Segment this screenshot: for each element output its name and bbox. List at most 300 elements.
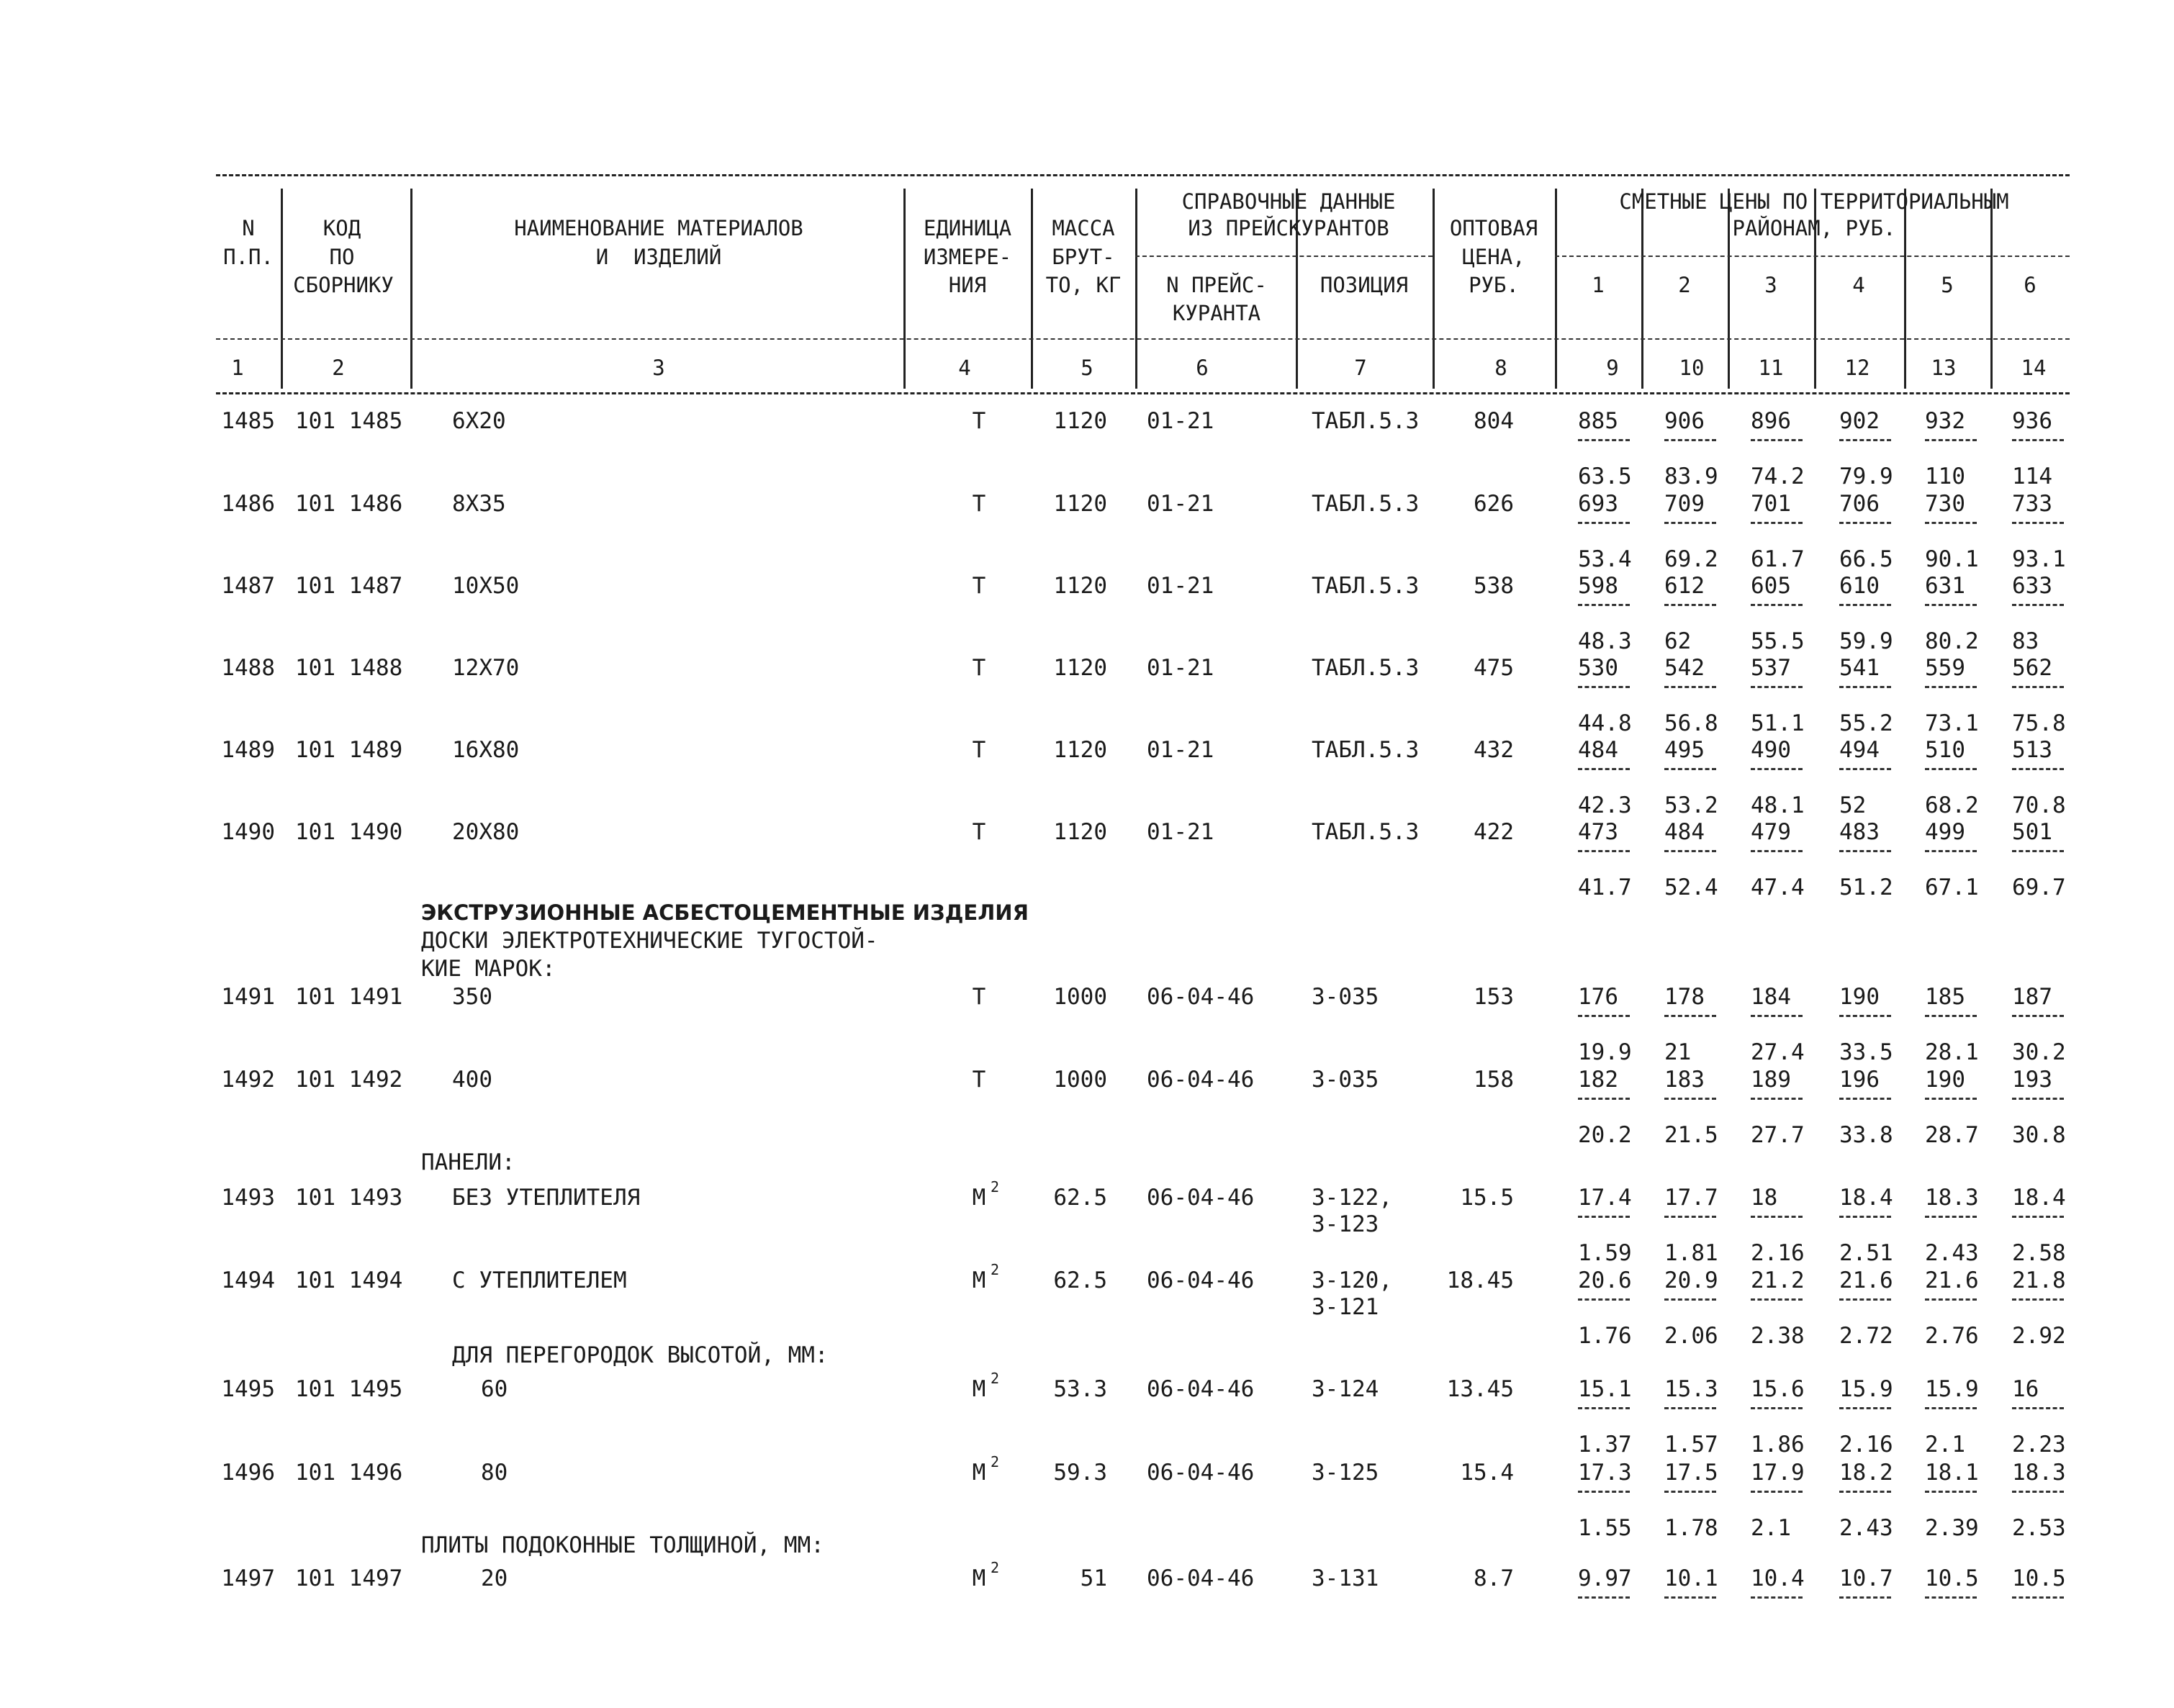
row-mass: 1000: [1053, 984, 1107, 1010]
fraction-rule: [1578, 850, 1630, 852]
row-unit: Т: [972, 573, 986, 599]
fraction-rule: [1664, 1407, 1716, 1409]
fraction-rule: [2012, 1015, 2064, 1017]
row-number: 1493: [221, 1185, 275, 1211]
row-number: 1496: [221, 1460, 275, 1486]
column-number: 1: [231, 356, 244, 380]
row-estimate-price: 18: [1751, 1185, 1778, 1211]
row-price-list-number: 06-04-46: [1147, 984, 1255, 1010]
fraction-rule: [2012, 768, 2064, 770]
row-estimate-transport: 21: [1664, 1039, 1692, 1065]
column-header-mass: ТО, КГ: [1045, 273, 1122, 297]
row-price-list-number: 01-21: [1147, 573, 1214, 599]
row-price-list-number: 01-21: [1147, 408, 1214, 434]
row-estimate-transport: 52.4: [1664, 875, 1718, 900]
row-estimate-price: 15.1: [1578, 1376, 1632, 1402]
fraction-rule: [1839, 522, 1891, 524]
row-estimate-transport: 47.4: [1751, 875, 1805, 900]
column-header-num: П.П.: [223, 245, 274, 269]
row-estimate-transport: 2.43: [1925, 1240, 1979, 1266]
row-name: 10Х50: [452, 573, 520, 599]
fraction-rule: [1578, 686, 1630, 688]
row-name: 8Х35: [452, 491, 506, 517]
fraction-rule: [1925, 1098, 1977, 1100]
row-estimate-transport: 69.2: [1664, 546, 1718, 572]
row-estimate-transport: 73.1: [1925, 710, 1979, 736]
row-estimate-price: 15.6: [1751, 1376, 1805, 1402]
fraction-rule: [1664, 686, 1716, 688]
row-number: 1492: [221, 1067, 275, 1093]
row-estimate-price: 182: [1578, 1067, 1618, 1093]
row-estimate-transport: 79.9: [1839, 464, 1893, 489]
row-estimate-transport: 63.5: [1578, 464, 1632, 489]
row-unit: М: [972, 1268, 986, 1293]
column-header-mass: БРУТ-: [1052, 245, 1115, 269]
column-header-position: ПОЗИЦИЯ: [1320, 273, 1409, 297]
row-estimate-transport: 1.86: [1751, 1432, 1805, 1458]
column-number: 9: [1606, 356, 1619, 380]
column-header-wholesale-price: ЦЕНА,: [1462, 245, 1525, 269]
fraction-rule: [2012, 1298, 2064, 1301]
column-number: 3: [652, 356, 665, 380]
row-code: 101 1493: [295, 1185, 403, 1211]
header-divider-rule: [216, 338, 2070, 340]
row-estimate-price: 706: [1839, 491, 1880, 517]
row-estimate-transport: 93.1: [2012, 546, 2066, 572]
fraction-rule: [1839, 686, 1891, 688]
column-number: 2: [332, 356, 345, 380]
row-estimate-price: 495: [1664, 737, 1705, 763]
column-header-unit: ЕДИНИЦА: [923, 216, 1012, 240]
column-number: 8: [1494, 356, 1507, 380]
fraction-rule: [1578, 1015, 1630, 1017]
row-unit: Т: [972, 655, 986, 681]
row-estimate-price: 932: [1925, 408, 1965, 434]
column-number: 13: [1931, 356, 1957, 380]
row-wholesale-price: 538: [1474, 573, 1514, 599]
row-position: 3-125: [1312, 1460, 1379, 1486]
row-unit-superscript: 2: [991, 1178, 1000, 1196]
row-position: 3-124: [1312, 1376, 1379, 1402]
header-bottom-rule: [216, 392, 2070, 394]
fraction-rule: [1925, 1407, 1977, 1409]
row-estimate-transport: 2.16: [1751, 1240, 1805, 1266]
row-unit: Т: [972, 737, 986, 763]
row-estimate-price: 693: [1578, 491, 1618, 517]
row-estimate-transport: 74.2: [1751, 464, 1805, 489]
row-estimate-price: 510: [1925, 737, 1965, 763]
row-mass: 62.5: [1053, 1185, 1107, 1211]
row-code: 101 1492: [295, 1067, 403, 1093]
section-title: ЭКСТРУЗИОННЫЕ АСБЕСТОЦЕМЕНТНЫЕ ИЗДЕЛИЯ: [421, 900, 1029, 925]
fraction-rule: [1839, 1596, 1891, 1599]
row-estimate-transport: 66.5: [1839, 546, 1893, 572]
fraction-rule: [1925, 604, 1977, 606]
row-name: 350: [452, 984, 492, 1010]
row-estimate-price: 10.4: [1751, 1565, 1805, 1591]
row-position: 3-121: [1312, 1294, 1379, 1320]
row-estimate-price: 9.97: [1578, 1565, 1632, 1591]
row-mass: 51: [1080, 1565, 1107, 1591]
row-estimate-transport: 2.53: [2012, 1515, 2066, 1541]
fraction-rule: [1578, 522, 1630, 524]
fraction-rule: [1751, 850, 1803, 852]
row-position: 3-122,: [1312, 1185, 1392, 1211]
row-mass: 53.3: [1053, 1376, 1107, 1402]
row-number: 1488: [221, 655, 275, 681]
row-name: 6Х20: [452, 408, 506, 434]
row-estimate-transport: 75.8: [2012, 710, 2066, 736]
section-caption: ДЛЯ ПЕРЕГОРОДОК ВЫСОТОЙ, ММ:: [452, 1342, 829, 1368]
row-estimate-transport: 59.9: [1839, 628, 1893, 654]
fraction-rule: [1664, 1491, 1716, 1493]
row-unit: М: [972, 1460, 986, 1486]
fraction-rule: [1664, 1015, 1716, 1017]
row-price-list-number: 01-21: [1147, 737, 1214, 763]
fraction-rule: [1925, 768, 1977, 770]
fraction-rule: [2012, 686, 2064, 688]
fraction-rule: [1664, 850, 1716, 852]
fraction-rule: [1578, 604, 1630, 606]
row-estimate-price: 18.4: [1839, 1185, 1893, 1211]
row-estimate-price: 936: [2012, 408, 2052, 434]
row-price-list-number: 06-04-46: [1147, 1185, 1255, 1211]
row-estimate-transport: 2.76: [1925, 1323, 1979, 1349]
row-estimate-transport: 2.51: [1839, 1240, 1893, 1266]
section-caption: КИЕ МАРОК:: [421, 956, 556, 982]
row-mass: 1000: [1053, 1067, 1107, 1093]
row-estimate-price: 190: [1925, 1067, 1965, 1093]
fraction-rule: [1578, 1098, 1630, 1100]
row-number: 1497: [221, 1565, 275, 1591]
fraction-rule: [1925, 439, 1977, 441]
row-estimate-price: 733: [2012, 491, 2052, 517]
row-estimate-transport: 41.7: [1578, 875, 1632, 900]
fraction-rule: [1578, 1407, 1630, 1409]
fraction-rule: [1578, 1596, 1630, 1599]
row-unit: Т: [972, 408, 986, 434]
row-code: 101 1494: [295, 1268, 403, 1293]
row-name: БЕЗ УТЕПЛИТЕЛЯ: [452, 1185, 641, 1211]
header-top-rule: [216, 174, 2070, 176]
row-estimate-price: 21.8: [2012, 1268, 2066, 1293]
row-estimate-transport: 80.2: [1925, 628, 1979, 654]
row-mass: 1120: [1053, 491, 1107, 517]
row-code: 101 1489: [295, 737, 403, 763]
fraction-rule: [1925, 1216, 1977, 1218]
column-number: 12: [1844, 356, 1870, 380]
row-estimate-price: 187: [2012, 984, 2052, 1010]
row-estimate-transport: 44.8: [1578, 710, 1632, 736]
fraction-rule: [1578, 768, 1630, 770]
row-estimate-price: 196: [1839, 1067, 1880, 1093]
row-estimate-price: 612: [1664, 573, 1705, 599]
row-position: 3-035: [1312, 984, 1379, 1010]
row-estimate-price: 10.5: [1925, 1565, 1979, 1591]
fraction-rule: [1925, 1015, 1977, 1017]
row-estimate-transport: 48.1: [1751, 792, 1805, 818]
fraction-rule: [1664, 768, 1716, 770]
row-estimate-price: 16: [2012, 1376, 2039, 1402]
row-position: ТАБЛ.5.3: [1312, 573, 1420, 599]
row-estimate-price: 542: [1664, 655, 1705, 681]
column-header-name: И ИЗДЕЛИЙ: [595, 245, 722, 269]
row-estimate-transport: 30.8: [2012, 1122, 2066, 1148]
row-position: ТАБЛ.5.3: [1312, 819, 1420, 845]
fraction-rule: [1925, 1491, 1977, 1493]
row-number: 1489: [221, 737, 275, 763]
row-estimate-price: 189: [1751, 1067, 1791, 1093]
fraction-rule: [1751, 1491, 1803, 1493]
row-estimate-transport: 55.2: [1839, 710, 1893, 736]
row-price-list-number: 06-04-46: [1147, 1376, 1255, 1402]
row-name: 80: [481, 1460, 508, 1486]
row-estimate-price: 17.4: [1578, 1185, 1632, 1211]
fraction-rule: [1578, 1216, 1630, 1218]
row-estimate-transport: 51.2: [1839, 875, 1893, 900]
column-header-unit: НИЯ: [948, 273, 987, 297]
fraction-rule: [1839, 1298, 1891, 1301]
row-estimate-transport: 56.8: [1664, 710, 1718, 736]
row-estimate-transport: 90.1: [1925, 546, 1979, 572]
section-caption: ДОСКИ ЭЛЕКТРОТЕХНИЧЕСКИЕ ТУГОСТОЙ-: [421, 928, 878, 954]
row-estimate-transport: 55.5: [1751, 628, 1805, 654]
fraction-rule: [1839, 768, 1891, 770]
fraction-rule: [2012, 439, 2064, 441]
row-unit: Т: [972, 819, 986, 845]
row-estimate-price: 18.4: [2012, 1185, 2066, 1211]
row-estimate-price: 537: [1751, 655, 1791, 681]
row-estimate-price: 598: [1578, 573, 1618, 599]
row-estimate-price: 18.3: [1925, 1185, 1979, 1211]
fraction-rule: [1751, 604, 1803, 606]
row-estimate-transport: 27.7: [1751, 1122, 1805, 1148]
row-estimate-price: 20.6: [1578, 1268, 1632, 1293]
row-unit: М: [972, 1185, 986, 1211]
fraction-rule: [1839, 604, 1891, 606]
fraction-rule: [1925, 686, 1977, 688]
row-price-list-number: 01-21: [1147, 655, 1214, 681]
column-header-mass: МАССА: [1052, 216, 1115, 240]
row-estimate-price: 185: [1925, 984, 1965, 1010]
column-number: 4: [958, 356, 971, 380]
row-estimate-transport: 83.9: [1664, 464, 1718, 489]
row-estimate-transport: 2.06: [1664, 1323, 1718, 1349]
row-estimate-transport: 69.7: [2012, 875, 2066, 900]
row-estimate-price: 902: [1839, 408, 1880, 434]
fraction-rule: [1664, 1298, 1716, 1301]
row-wholesale-price: 626: [1474, 491, 1514, 517]
fraction-rule: [1925, 522, 1977, 524]
row-mass: 1120: [1053, 655, 1107, 681]
row-estimate-transport: 2.38: [1751, 1323, 1805, 1349]
section-caption: ПЛИТЫ ПОДОКОННЫЕ ТОЛЩИНОЙ, ММ:: [421, 1532, 824, 1558]
fraction-rule: [1751, 1098, 1803, 1100]
row-price-list-number: 06-04-46: [1147, 1565, 1255, 1591]
row-estimate-price: 709: [1664, 491, 1705, 517]
fraction-rule: [1925, 850, 1977, 852]
fraction-rule: [1751, 1298, 1803, 1301]
row-estimate-price: 610: [1839, 573, 1880, 599]
row-code: 101 1488: [295, 655, 403, 681]
row-position: 3-035: [1312, 1067, 1379, 1093]
row-estimate-price: 633: [2012, 573, 2052, 599]
column-number: 6: [1196, 356, 1209, 380]
column-header-reference: СПРАВОЧНЫЕ ДАННЫЕ: [1181, 189, 1396, 214]
row-estimate-price: 906: [1664, 408, 1705, 434]
row-estimate-price: 484: [1578, 737, 1618, 763]
row-unit: М: [972, 1565, 986, 1591]
row-estimate-transport: 70.8: [2012, 792, 2066, 818]
row-estimate-price: 490: [1751, 737, 1791, 763]
fraction-rule: [1664, 1596, 1716, 1599]
row-code: 101 1497: [295, 1565, 403, 1591]
fraction-rule: [1751, 1407, 1803, 1409]
row-estimate-transport: 33.5: [1839, 1039, 1893, 1065]
fraction-rule: [1664, 522, 1716, 524]
row-estimate-price: 530: [1578, 655, 1618, 681]
row-estimate-price: 10.1: [1664, 1565, 1718, 1591]
column-number: 10: [1679, 356, 1705, 380]
row-estimate-price: 513: [2012, 737, 2052, 763]
fraction-rule: [2012, 1491, 2064, 1493]
row-estimate-price: 18.2: [1839, 1460, 1893, 1486]
row-estimate-transport: 2.1: [1751, 1515, 1791, 1541]
fraction-rule: [1751, 768, 1803, 770]
row-estimate-transport: 1.55: [1578, 1515, 1632, 1541]
row-price-list-number: 01-21: [1147, 819, 1214, 845]
row-estimate-price: 896: [1751, 408, 1791, 434]
row-estimate-transport: 30.2: [2012, 1039, 2066, 1065]
fraction-rule: [1751, 439, 1803, 441]
fraction-rule: [1925, 1596, 1977, 1599]
row-number: 1485: [221, 408, 275, 434]
row-estimate-price: 18.1: [1925, 1460, 1979, 1486]
row-unit-superscript: 2: [991, 1559, 1000, 1576]
column-header-price-list-number: N ПРЕЙС-: [1166, 273, 1267, 297]
row-number: 1491: [221, 984, 275, 1010]
row-estimate-price: 10.5: [2012, 1565, 2066, 1591]
row-estimate-transport: 62: [1664, 628, 1692, 654]
fraction-rule: [1578, 1298, 1630, 1301]
row-estimate-price: 17.9: [1751, 1460, 1805, 1486]
fraction-rule: [1839, 1216, 1891, 1218]
row-estimate-transport: 2.43: [1839, 1515, 1893, 1541]
row-unit-superscript: 2: [991, 1453, 1000, 1470]
column-header-region: 4: [1852, 273, 1865, 297]
row-estimate-price: 193: [2012, 1067, 2052, 1093]
row-mass: 1120: [1053, 737, 1107, 763]
row-estimate-transport: 2.23: [2012, 1432, 2066, 1458]
row-wholesale-price: 15.5: [1460, 1185, 1514, 1211]
row-price-list-number: 06-04-46: [1147, 1067, 1255, 1093]
row-wholesale-price: 13.45: [1446, 1376, 1514, 1402]
row-estimate-price: 541: [1839, 655, 1880, 681]
row-estimate-transport: 83: [2012, 628, 2039, 654]
row-estimate-price: 501: [2012, 819, 2052, 845]
fraction-rule: [1751, 1216, 1803, 1218]
fraction-rule: [1751, 522, 1803, 524]
row-wholesale-price: 475: [1474, 655, 1514, 681]
column-header-region: 5: [1941, 273, 1954, 297]
fraction-rule: [1751, 686, 1803, 688]
fraction-rule: [2012, 604, 2064, 606]
row-position: ТАБЛ.5.3: [1312, 491, 1420, 517]
row-estimate-transport: 19.9: [1578, 1039, 1632, 1065]
row-estimate-price: 885: [1578, 408, 1618, 434]
fraction-rule: [1664, 1216, 1716, 1218]
row-position: ТАБЛ.5.3: [1312, 655, 1420, 681]
row-position: ТАБЛ.5.3: [1312, 737, 1420, 763]
row-estimate-transport: 28.7: [1925, 1122, 1979, 1148]
row-estimate-transport: 61.7: [1751, 546, 1805, 572]
row-estimate-transport: 67.1: [1925, 875, 1979, 900]
row-unit-superscript: 2: [991, 1261, 1000, 1278]
row-position: 3-131: [1312, 1565, 1379, 1591]
row-estimate-price: 17.7: [1664, 1185, 1718, 1211]
row-estimate-price: 479: [1751, 819, 1791, 845]
row-estimate-transport: 20.2: [1578, 1122, 1632, 1148]
row-name: 20: [481, 1565, 508, 1591]
row-position: 3-120,: [1312, 1268, 1392, 1293]
column-header-region: 1: [1592, 273, 1605, 297]
row-estimate-price: 484: [1664, 819, 1705, 845]
row-estimate-transport: 33.8: [1839, 1122, 1893, 1148]
fraction-rule: [1839, 1491, 1891, 1493]
column-header-code: ПО: [329, 245, 355, 269]
row-price-list-number: 06-04-46: [1147, 1460, 1255, 1486]
column-header-region: 6: [2024, 273, 2037, 297]
row-estimate-price: 17.5: [1664, 1460, 1718, 1486]
row-number: 1490: [221, 819, 275, 845]
fraction-rule: [1578, 439, 1630, 441]
row-mass: 1120: [1053, 408, 1107, 434]
row-wholesale-price: 18.45: [1446, 1268, 1514, 1293]
fraction-rule: [1664, 604, 1716, 606]
row-estimate-price: 17.3: [1578, 1460, 1632, 1486]
row-position: ТАБЛ.5.3: [1312, 408, 1420, 434]
row-estimate-transport: 27.4: [1751, 1039, 1805, 1065]
row-mass: 1120: [1053, 573, 1107, 599]
row-estimate-price: 15.9: [1925, 1376, 1979, 1402]
column-header-price-list-number: КУРАНТА: [1172, 301, 1261, 325]
row-estimate-transport: 114: [2012, 464, 2052, 489]
column-number: 7: [1354, 356, 1367, 380]
column-header-estimate-prices: СМЕТНЫЕ ЦЕНЫ ПО ТЕРРИТОРИАЛЬНЫМ: [1619, 189, 2009, 214]
row-estimate-price: 730: [1925, 491, 1965, 517]
column-number: 11: [1758, 356, 1784, 380]
row-estimate-price: 631: [1925, 573, 1965, 599]
fraction-rule: [1839, 439, 1891, 441]
section-caption: ПАНЕЛИ:: [421, 1149, 515, 1175]
column-number: 14: [2021, 356, 2047, 380]
fraction-rule: [1751, 1596, 1803, 1599]
row-estimate-transport: 1.37: [1578, 1432, 1632, 1458]
row-estimate-transport: 52: [1839, 792, 1867, 818]
row-estimate-transport: 42.3: [1578, 792, 1632, 818]
column-header-wholesale-price: РУБ.: [1469, 273, 1519, 297]
row-estimate-price: 473: [1578, 819, 1618, 845]
fraction-rule: [1578, 1491, 1630, 1493]
column-header-unit: ИЗМЕРЕ-: [923, 245, 1012, 269]
row-code: 101 1496: [295, 1460, 403, 1486]
row-wholesale-price: 804: [1474, 408, 1514, 434]
row-wholesale-price: 153: [1474, 984, 1514, 1010]
column-header-wholesale-price: ОПТОВАЯ: [1449, 216, 1538, 240]
row-wholesale-price: 8.7: [1474, 1565, 1514, 1591]
row-estimate-price: 20.9: [1664, 1268, 1718, 1293]
row-unit: Т: [972, 984, 986, 1010]
